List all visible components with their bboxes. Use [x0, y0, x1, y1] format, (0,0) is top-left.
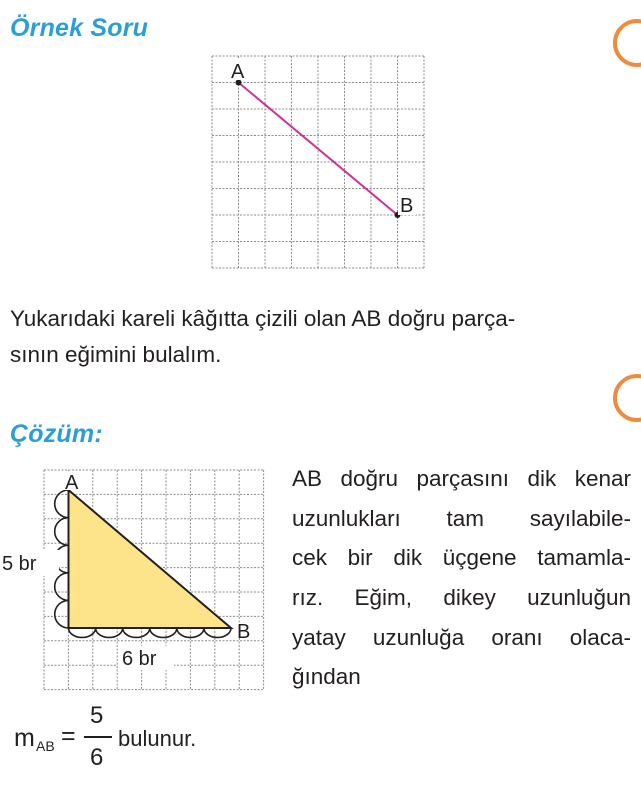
- solution-point-a-label: A: [65, 472, 79, 494]
- solution-text-line: rız. Eğim, dikey uzunluğun: [292, 585, 631, 610]
- solution-text-line: AB doğru parçasını dik kenar: [292, 466, 631, 491]
- slope-formula: [14, 702, 254, 778]
- solution-text-line: uzunlukları tam sayılabile-: [292, 506, 631, 531]
- solution-text-line: cek bir dik üçgene tamamla-: [292, 545, 631, 570]
- formula-suffix: bulunur.: [118, 726, 197, 751]
- vertical-unit-arc: [55, 573, 69, 601]
- horizontal-unit-arc: [204, 628, 231, 637]
- horizontal-unit-arc: [96, 628, 123, 637]
- formula-equals: =: [61, 722, 76, 750]
- point-a-label: A: [231, 61, 245, 83]
- fraction-bar: [84, 736, 112, 738]
- right-triangle: [69, 490, 232, 628]
- solution-point-b-label: B: [237, 621, 251, 643]
- question-line: Yukarıdaki kareli kâğıtta çizili olan AB doğru parça-: [10, 306, 516, 331]
- solution-text-line: yatay uzunluğa oranı olaca-: [292, 625, 631, 650]
- horizontal-unit-arc: [123, 628, 150, 637]
- horizontal-unit-arc: [150, 628, 177, 637]
- horizontal-unit-arc: [69, 628, 96, 637]
- solution-text-line: ğından: [292, 664, 361, 689]
- horizontal-length-label: 6 br: [122, 648, 157, 670]
- vertical-unit-arc: [55, 518, 69, 546]
- vertical-length-label: 5 br: [2, 553, 37, 575]
- formula-denominator: 6: [90, 744, 104, 771]
- formula-subscript: AB: [36, 738, 55, 754]
- solution-title: Çözüm:: [10, 420, 103, 448]
- point-b-label: B: [400, 195, 414, 217]
- formula-symbol: m: [14, 724, 35, 752]
- formula-numerator: 5: [90, 702, 104, 729]
- example-title: Örnek Soru: [10, 14, 149, 42]
- question-line: sının eğimini bulalım.: [10, 342, 222, 367]
- vertical-unit-arc: [55, 600, 69, 628]
